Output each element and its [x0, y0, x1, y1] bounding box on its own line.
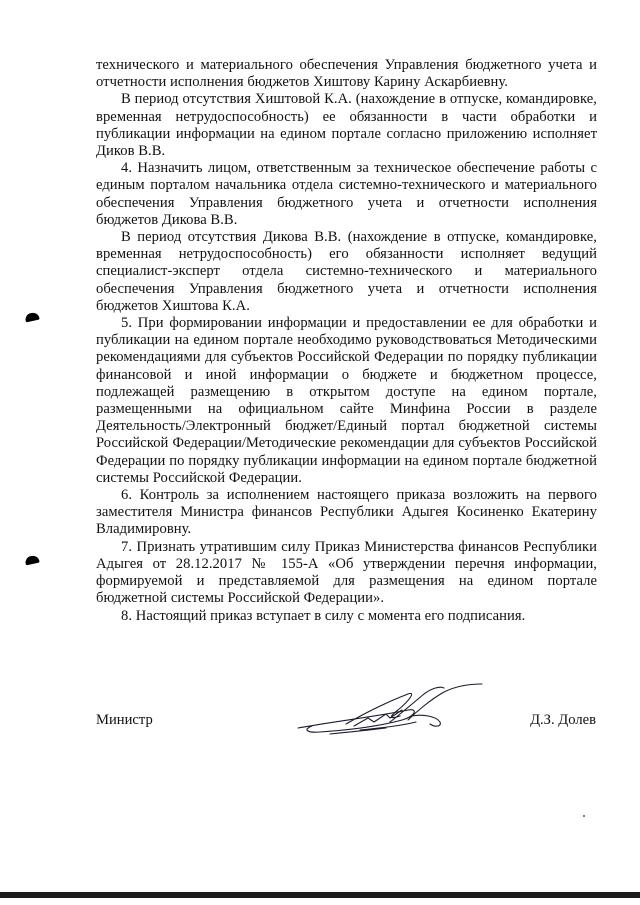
- scan-edge-bar: [0, 892, 640, 898]
- paragraph-item-6: 6. Контроль за исполнением настоящего приказа возложить на первого заместителя Министра финансов Республики Адыгея Косиненко Екатерину Владимировну.: [96, 487, 597, 538]
- paragraph-absence-dikov: В период отсутствия Дикова В.В. (нахождение в отпуске, командировке, временная нетрудоспособность) его обязанности исполняет ведущий специалист-эксперт отдела системно-технического и материального обеспечения Управления бюджетного учета и отчетности исполнения бюджетов Хиштова К.А.: [96, 229, 597, 314]
- paragraph-absence-khishtova: В период отсутствия Хиштовой К.А. (нахождение в отпуске, командировке, временная нетрудоспособность) ее обязанности в части обработки и публикации информации на едином портале согласно приложению исполняет Диков В.В.: [96, 91, 597, 160]
- handwritten-signature: [290, 676, 490, 746]
- paragraph-item-8: 8. Настоящий приказ вступает в силу с момента его подписания.: [121, 607, 526, 624]
- document-body: [96, 57, 597, 625]
- signatory-name: Д.З. Долев: [530, 712, 596, 728]
- scan-speck: [583, 815, 585, 817]
- punch-hole-mark-top: [24, 312, 39, 323]
- paragraph-item-4: 4. Назначить лицом, ответственным за техническое обеспечение работы с единым порталом начальника отдела системно-технического и материального обеспечения Управления бюджетного учета и отчетности исполнения бюджетов Дикова В.В.: [96, 160, 597, 228]
- paragraph-continuation: технического и материального обеспечения Управления бюджетного учета и отчетности исполнения бюджетов Хиштову Карину Аскарбиевну.: [96, 57, 597, 91]
- paragraph-item-5: 5. При формировании информации и предоставлении ее для обработки и публикации на едином портале необходимо руководствоваться Методическими рекомендациями для субъектов Российской Федерации по порядку публикации финансовой и иной информации о бюджете и бюджетном процессе, подлежащей размещению в открытом доступе на едином портале, размещенными на официальном сайте Минфина России в разделе Деятельность/Электронный бюджет/Единый портал бюджетной системы Российской Федерации/Методические рекомендации для субъектов Российской Федерации по порядку публикации информации на едином портале бюджетной системы Российской Федерации.: [96, 315, 597, 486]
- signatory-title: Министр: [96, 712, 153, 728]
- punch-hole-mark-bottom: [24, 555, 39, 566]
- paragraph-item-7: 7. Признать утратившим силу Приказ Министерства финансов Республики Адыгея от 28.12.2017 № 155-А «Об утверждении перечня информации, формируемой и представляемой для размещения на едином портале бюджетной системы Российской Федерации».: [96, 538, 597, 607]
